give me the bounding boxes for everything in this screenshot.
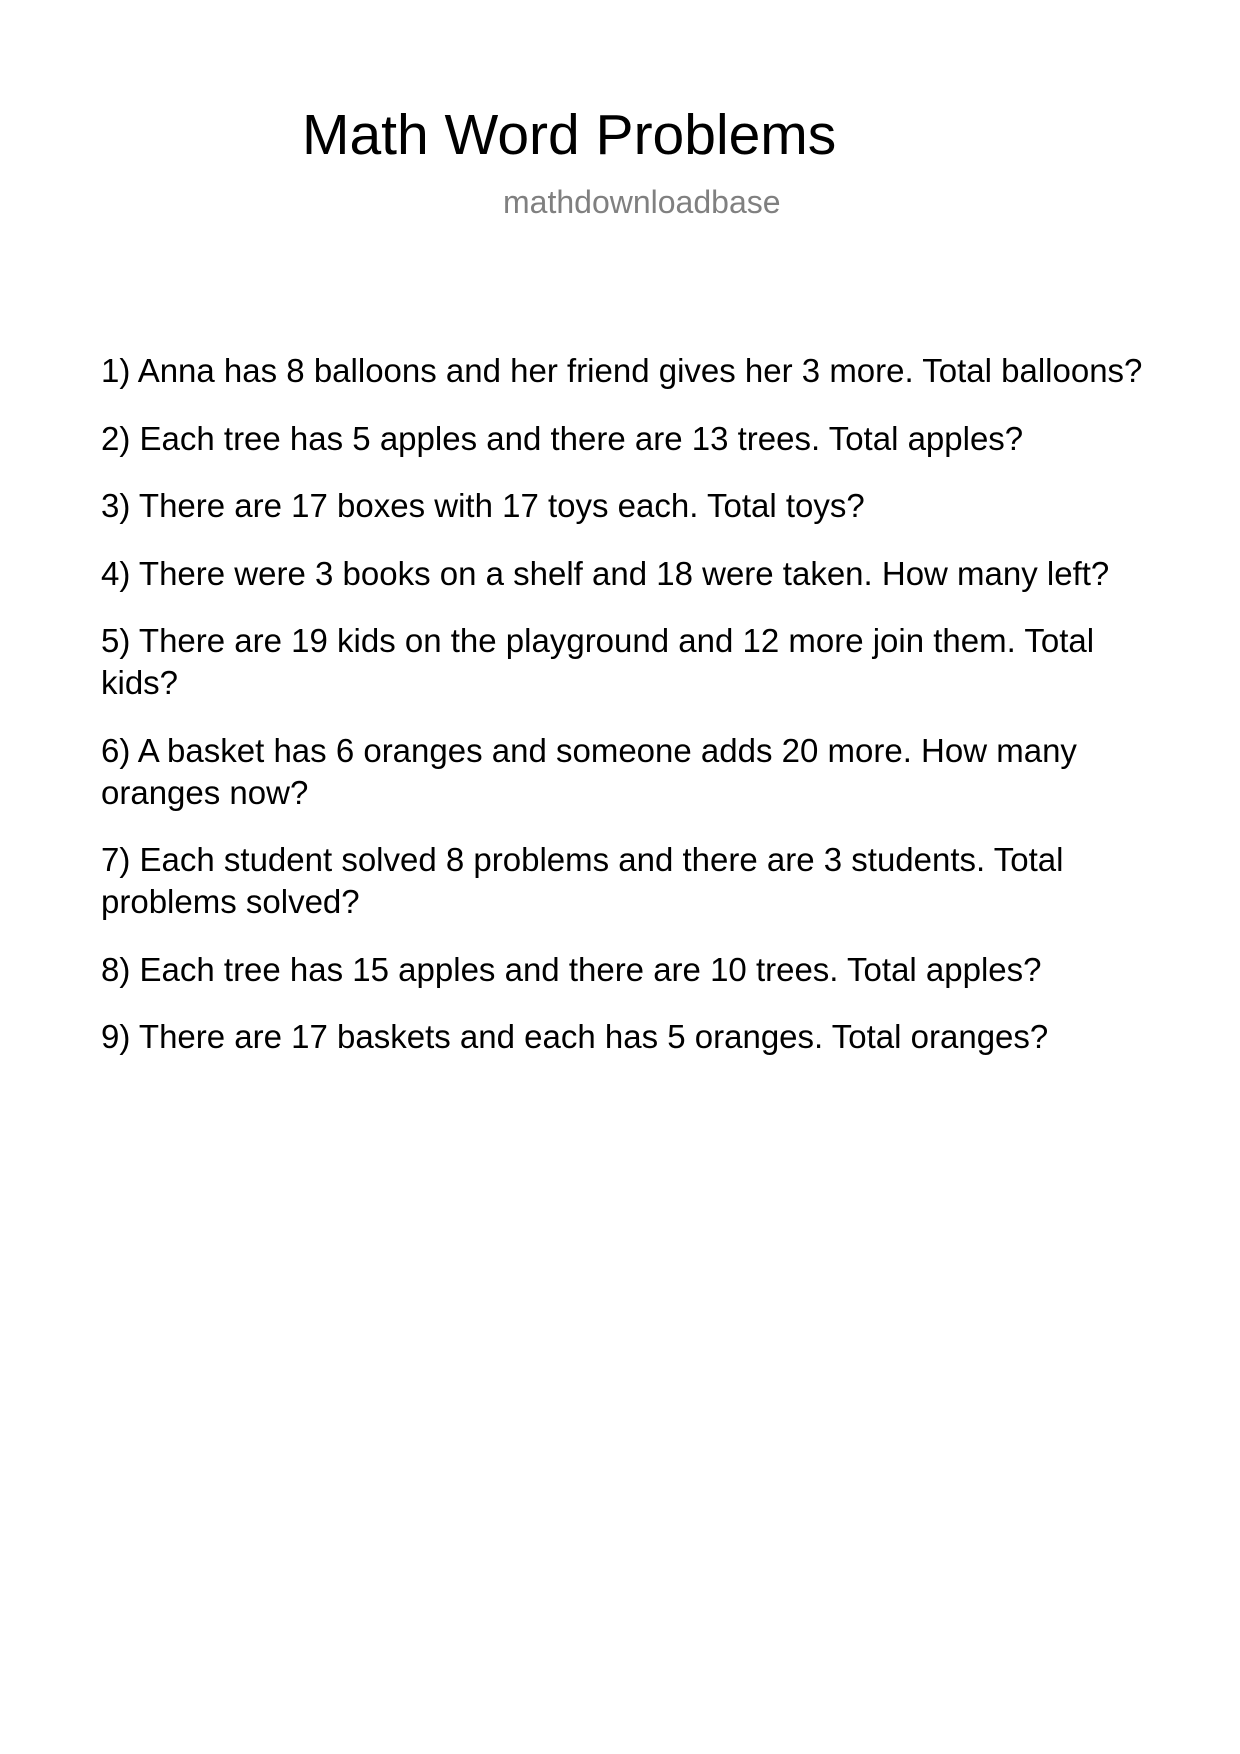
problem-item: 7) Each student solved 8 problems and there are 3 students. Total problems solved? (101, 841, 1064, 920)
problem-item: 6) A basket has 6 oranges and someone adds 20 more. How many oranges now? (101, 731, 1077, 811)
page-subtitle: mathdownloadbase (503, 184, 781, 220)
problem-item: 1) Anna has 8 balloons and her friend gives her 3 more. Total balloons? (101, 352, 1143, 389)
problem-list (101, 350, 1161, 1084)
problem-item: 2) Each tree has 5 apples and there are 13 trees. Total apples? (101, 419, 1024, 457)
problem-item: 3) There are 17 boxes with 17 toys each. Total toys? (101, 487, 865, 524)
page-title: Math Word Problems (302, 103, 837, 167)
problem-item: 5) There are 19 kids on the playground and 12 more join them. Total kids? (101, 622, 1095, 701)
problem-item: 8) Each tree has 15 apples and there are 10 trees. Total apples? (101, 950, 1042, 988)
problem-item: 9) There are 17 baskets and each has 5 oranges. Total oranges? (101, 1018, 1049, 1055)
problem-item: 4) There were 3 books on a shelf and 18 were taken. How many left? (101, 554, 1110, 592)
